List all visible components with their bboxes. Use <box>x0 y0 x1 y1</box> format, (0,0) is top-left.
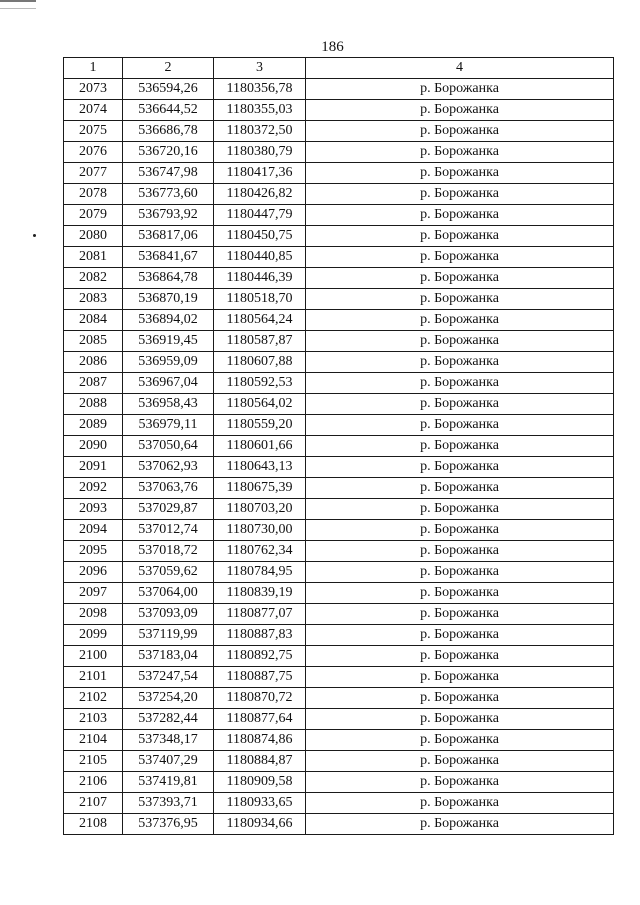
point-number-cell: 2086 <box>64 352 123 373</box>
y-coordinate-cell: 1180839,19 <box>214 583 306 604</box>
x-coordinate-cell: 536959,09 <box>123 352 214 373</box>
x-coordinate-cell: 537018,72 <box>123 541 214 562</box>
x-coordinate-cell: 537029,87 <box>123 499 214 520</box>
table-header <box>64 58 614 79</box>
location-cell: р. Борожанка <box>306 646 614 667</box>
x-coordinate-cell: 536644,52 <box>123 100 214 121</box>
point-number-cell: 2096 <box>64 562 123 583</box>
x-coordinate-cell: 537059,62 <box>123 562 214 583</box>
location-cell: р. Борожанка <box>306 121 614 142</box>
y-coordinate-cell: 1180601,66 <box>214 436 306 457</box>
table-row <box>64 310 614 331</box>
y-coordinate-cell: 1180884,87 <box>214 751 306 772</box>
table-row <box>64 772 614 793</box>
location-cell: р. Борожанка <box>306 457 614 478</box>
x-coordinate-cell: 537093,09 <box>123 604 214 625</box>
point-number-cell: 2087 <box>64 373 123 394</box>
y-coordinate-cell: 1180380,79 <box>214 142 306 163</box>
y-coordinate-cell: 1180874,86 <box>214 730 306 751</box>
y-coordinate-cell: 1180564,24 <box>214 310 306 331</box>
y-coordinate-cell: 1180372,50 <box>214 121 306 142</box>
table-row <box>64 688 614 709</box>
point-number-cell: 2102 <box>64 688 123 709</box>
point-number-cell: 2085 <box>64 331 123 352</box>
point-number-cell: 2082 <box>64 268 123 289</box>
table-row <box>64 415 614 436</box>
point-number-cell: 2098 <box>64 604 123 625</box>
point-number-cell: 2091 <box>64 457 123 478</box>
table-row <box>64 604 614 625</box>
point-number-cell: 2088 <box>64 394 123 415</box>
point-number-cell: 2107 <box>64 793 123 814</box>
y-coordinate-cell: 1180643,13 <box>214 457 306 478</box>
point-number-cell: 2074 <box>64 100 123 121</box>
y-coordinate-cell: 1180870,72 <box>214 688 306 709</box>
y-coordinate-cell: 1180564,02 <box>214 394 306 415</box>
point-number-cell: 2099 <box>64 625 123 646</box>
table-row <box>64 730 614 751</box>
header-col-3: 3 <box>214 58 306 79</box>
x-coordinate-cell: 536747,98 <box>123 163 214 184</box>
point-number-cell: 2079 <box>64 205 123 226</box>
table-row <box>64 625 614 646</box>
location-cell: р. Борожанка <box>306 394 614 415</box>
location-cell: р. Борожанка <box>306 331 614 352</box>
table-row <box>64 142 614 163</box>
location-cell: р. Борожанка <box>306 352 614 373</box>
x-coordinate-cell: 536967,04 <box>123 373 214 394</box>
point-number-cell: 2100 <box>64 646 123 667</box>
table-row <box>64 499 614 520</box>
table-row <box>64 373 614 394</box>
y-coordinate-cell: 1180592,53 <box>214 373 306 394</box>
x-coordinate-cell: 536958,43 <box>123 394 214 415</box>
header-col-1: 1 <box>64 58 123 79</box>
y-coordinate-cell: 1180784,95 <box>214 562 306 583</box>
x-coordinate-cell: 536686,78 <box>123 121 214 142</box>
x-coordinate-cell: 537282,44 <box>123 709 214 730</box>
x-coordinate-cell: 537012,74 <box>123 520 214 541</box>
y-coordinate-cell: 1180450,75 <box>214 226 306 247</box>
location-cell: р. Борожанка <box>306 625 614 646</box>
x-coordinate-cell: 537247,54 <box>123 667 214 688</box>
y-coordinate-cell: 1180877,07 <box>214 604 306 625</box>
page-number: 186 <box>321 39 344 55</box>
point-number-cell: 2095 <box>64 541 123 562</box>
y-coordinate-cell: 1180518,70 <box>214 289 306 310</box>
location-cell: р. Борожанка <box>306 226 614 247</box>
table-row <box>64 478 614 499</box>
location-cell: р. Борожанка <box>306 751 614 772</box>
y-coordinate-cell: 1180446,39 <box>214 268 306 289</box>
y-coordinate-cell: 1180447,79 <box>214 205 306 226</box>
location-cell: р. Борожанка <box>306 79 614 100</box>
x-coordinate-cell: 536870,19 <box>123 289 214 310</box>
location-cell: р. Борожанка <box>306 730 614 751</box>
y-coordinate-cell: 1180607,88 <box>214 352 306 373</box>
location-cell: р. Борожанка <box>306 184 614 205</box>
point-number-cell: 2077 <box>64 163 123 184</box>
table-row <box>64 184 614 205</box>
x-coordinate-cell: 536773,60 <box>123 184 214 205</box>
location-cell: р. Борожанка <box>306 583 614 604</box>
location-cell: р. Борожанка <box>306 163 614 184</box>
location-cell: р. Борожанка <box>306 793 614 814</box>
point-number-cell: 2090 <box>64 436 123 457</box>
location-cell: р. Борожанка <box>306 268 614 289</box>
location-cell: р. Борожанка <box>306 541 614 562</box>
table-row <box>64 436 614 457</box>
x-coordinate-cell: 536864,78 <box>123 268 214 289</box>
y-coordinate-cell: 1180675,39 <box>214 478 306 499</box>
x-coordinate-cell: 536841,67 <box>123 247 214 268</box>
x-coordinate-cell: 537348,17 <box>123 730 214 751</box>
location-cell: р. Борожанка <box>306 688 614 709</box>
point-number-cell: 2089 <box>64 415 123 436</box>
x-coordinate-cell: 537407,29 <box>123 751 214 772</box>
table-row <box>64 709 614 730</box>
table-row <box>64 121 614 142</box>
location-cell: р. Борожанка <box>306 478 614 499</box>
x-coordinate-cell: 536979,11 <box>123 415 214 436</box>
point-number-cell: 2092 <box>64 478 123 499</box>
x-coordinate-cell: 537064,00 <box>123 583 214 604</box>
y-coordinate-cell: 1180909,58 <box>214 772 306 793</box>
x-coordinate-cell: 536793,92 <box>123 205 214 226</box>
x-coordinate-cell: 536919,45 <box>123 331 214 352</box>
point-number-cell: 2106 <box>64 772 123 793</box>
point-number-cell: 2094 <box>64 520 123 541</box>
point-number-cell: 2101 <box>64 667 123 688</box>
y-coordinate-cell: 1180559,20 <box>214 415 306 436</box>
table-row <box>64 457 614 478</box>
y-coordinate-cell: 1180587,87 <box>214 331 306 352</box>
table-row <box>64 793 614 814</box>
table-body <box>64 79 614 835</box>
y-coordinate-cell: 1180887,83 <box>214 625 306 646</box>
table-row <box>64 268 614 289</box>
table-row <box>64 541 614 562</box>
location-cell: р. Борожанка <box>306 499 614 520</box>
point-number-cell: 2076 <box>64 142 123 163</box>
location-cell: р. Борожанка <box>306 562 614 583</box>
point-number-cell: 2075 <box>64 121 123 142</box>
table-header-row <box>64 58 614 79</box>
location-cell: р. Борожанка <box>306 373 614 394</box>
table-row <box>64 667 614 688</box>
location-cell: р. Борожанка <box>306 436 614 457</box>
table-row <box>64 814 614 835</box>
location-cell: р. Борожанка <box>306 667 614 688</box>
table-row <box>64 226 614 247</box>
point-number-cell: 2108 <box>64 814 123 835</box>
location-cell: р. Борожанка <box>306 289 614 310</box>
location-cell: р. Борожанка <box>306 247 614 268</box>
location-cell: р. Борожанка <box>306 604 614 625</box>
location-cell: р. Борожанка <box>306 100 614 121</box>
x-coordinate-cell: 537062,93 <box>123 457 214 478</box>
x-coordinate-cell: 537376,95 <box>123 814 214 835</box>
point-number-cell: 2083 <box>64 289 123 310</box>
point-number-cell: 2084 <box>64 310 123 331</box>
x-coordinate-cell: 537050,64 <box>123 436 214 457</box>
y-coordinate-cell: 1180887,75 <box>214 667 306 688</box>
table-row <box>64 646 614 667</box>
x-coordinate-cell: 537063,76 <box>123 478 214 499</box>
y-coordinate-cell: 1180355,03 <box>214 100 306 121</box>
point-number-cell: 2105 <box>64 751 123 772</box>
point-number-cell: 2097 <box>64 583 123 604</box>
table-row <box>64 394 614 415</box>
y-coordinate-cell: 1180730,00 <box>214 520 306 541</box>
table-row <box>64 520 614 541</box>
point-number-cell: 2073 <box>64 79 123 100</box>
y-coordinate-cell: 1180440,85 <box>214 247 306 268</box>
y-coordinate-cell: 1180417,36 <box>214 163 306 184</box>
x-coordinate-cell: 537119,99 <box>123 625 214 646</box>
y-coordinate-cell: 1180356,78 <box>214 79 306 100</box>
y-coordinate-cell: 1180426,82 <box>214 184 306 205</box>
table-row <box>64 583 614 604</box>
location-cell: р. Борожанка <box>306 520 614 541</box>
table-row <box>64 79 614 100</box>
point-number-cell: 2081 <box>64 247 123 268</box>
y-coordinate-cell: 1180703,20 <box>214 499 306 520</box>
x-coordinate-cell: 536720,16 <box>123 142 214 163</box>
point-number-cell: 2103 <box>64 709 123 730</box>
location-cell: р. Борожанка <box>306 415 614 436</box>
table-row <box>64 289 614 310</box>
location-cell: р. Борожанка <box>306 142 614 163</box>
y-coordinate-cell: 1180892,75 <box>214 646 306 667</box>
location-cell: р. Борожанка <box>306 814 614 835</box>
table-row <box>64 331 614 352</box>
x-coordinate-cell: 537254,20 <box>123 688 214 709</box>
table-row <box>64 562 614 583</box>
table-row <box>64 100 614 121</box>
table-row <box>64 352 614 373</box>
table-row <box>64 163 614 184</box>
x-coordinate-cell: 536594,26 <box>123 79 214 100</box>
y-coordinate-cell: 1180877,64 <box>214 709 306 730</box>
x-coordinate-cell: 536817,06 <box>123 226 214 247</box>
header-col-4: 4 <box>306 58 614 79</box>
coordinates-table <box>63 57 614 835</box>
point-number-cell: 2078 <box>64 184 123 205</box>
header-col-2: 2 <box>123 58 214 79</box>
location-cell: р. Борожанка <box>306 205 614 226</box>
table-row <box>64 751 614 772</box>
point-number-cell: 2104 <box>64 730 123 751</box>
y-coordinate-cell: 1180933,65 <box>214 793 306 814</box>
y-coordinate-cell: 1180934,66 <box>214 814 306 835</box>
location-cell: р. Борожанка <box>306 709 614 730</box>
x-coordinate-cell: 537183,04 <box>123 646 214 667</box>
table-row <box>64 247 614 268</box>
point-number-cell: 2093 <box>64 499 123 520</box>
location-cell: р. Борожанка <box>306 772 614 793</box>
x-coordinate-cell: 537393,71 <box>123 793 214 814</box>
x-coordinate-cell: 536894,02 <box>123 310 214 331</box>
y-coordinate-cell: 1180762,34 <box>214 541 306 562</box>
scan-edge-mark <box>0 0 36 9</box>
x-coordinate-cell: 537419,81 <box>123 772 214 793</box>
scan-speck <box>33 234 36 237</box>
location-cell: р. Борожанка <box>306 310 614 331</box>
point-number-cell: 2080 <box>64 226 123 247</box>
table-row <box>64 205 614 226</box>
